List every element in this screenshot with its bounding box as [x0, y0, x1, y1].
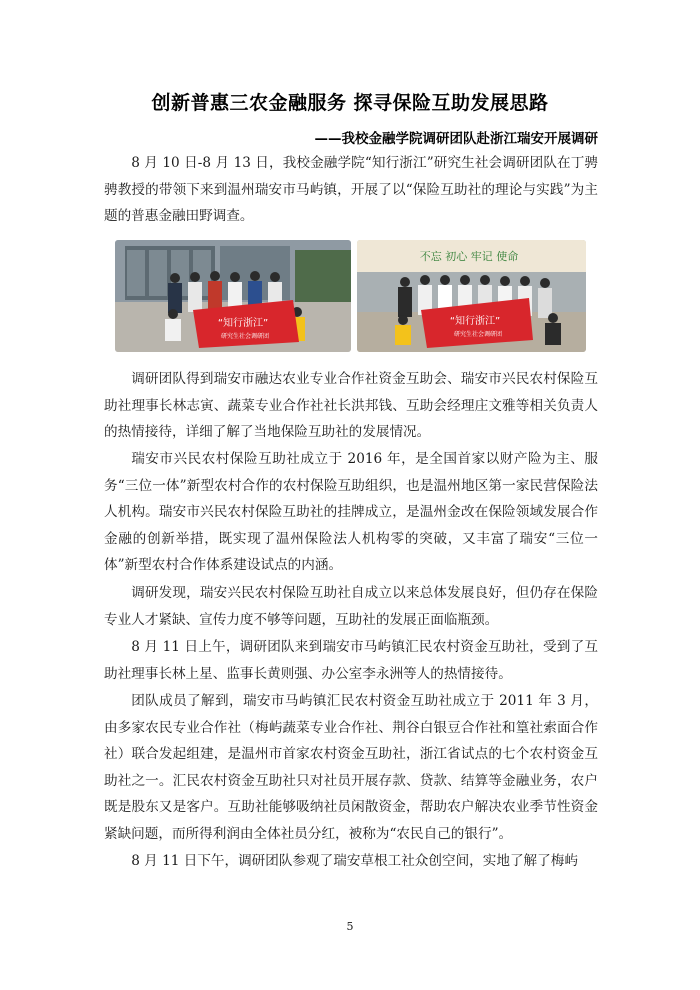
right-banner-subtext: 研究生社会调研团 — [453, 331, 503, 338]
paragraph-1: 8 月 10 日-8 月 13 日，我校金融学院“知行浙江”研究生社会调研团队在丁骋骋教授的带领下来到温州瑞安市马屿镇，开展了以“保险互助社的理论与实践”为主题的普惠金融田野调查。 — [104, 155, 598, 225]
left-banner-subtext: 研究生社会调研团 — [220, 333, 270, 340]
article-subtitle: ——我校金融学院调研团队赴浙江瑞安开展调研 — [314, 131, 598, 147]
paragraph-7: 8 月 11 日下午，调研团队参观了瑞安草根工社众创空间，实地了解了梅屿 — [131, 853, 578, 869]
article-title: 创新普惠三农金融服务 探寻保险互助发展思路 — [151, 92, 549, 114]
paragraph-6: 团队成员了解到，瑞安市马屿镇汇民农村资金互助社成立于 2011 年 3 月，由多家农民专业合作社（梅屿蔬菜专业合作社、荆谷白银豆合作社和篁社索面合作社）联合发起组建，是温州市首家农村资金互助社，浙江省试点的七个农村资金互助社之一。汇民农村资金互助社只对社员开展存款、贷款、结算等金融业务，农户既是股东又是客户。互助社能够吸纳社员闲散资金，帮助农户解决农业季节性资金紧缺问题，而所得利润由全体社员分红，被称为“农民自己的银行”。 — [104, 693, 598, 842]
team-photo-right — [357, 240, 586, 352]
page-number: 5 — [346, 920, 354, 933]
right-wall-text: 不忘 初心 牢记 使命 — [419, 250, 519, 263]
paragraph-3: 瑞安市兴民农村保险互助社成立于 2016 年，是全国首家以财产险为主、服务“三位一体”新型农村合作的农村保险互助组织，也是温州地区第一家民营保险法人机构。瑞安市兴民农村保险互助社的挂牌成立，是温州金改在保险领域发展合作金融的创新举措，既实现了温州保险法人机构零的突破，又丰富了瑞安“三位一体”新型农村合作体系建设试点的内涵。 — [104, 451, 598, 574]
team-photo-right-image — [357, 240, 586, 352]
left-banner-text: “知行浙江” — [217, 318, 269, 329]
team-photo-left-image — [115, 240, 351, 352]
paragraph-2: 调研团队得到瑞安市融达农业专业合作社资金互助会、瑞安市兴民农村保险互助社理事长林志寅、蔬菜专业合作社社长洪邦钱、互助会经理庄文雅等相关负责人的热情接待，详细了解了当地保险互助社的发展情况。 — [104, 371, 598, 441]
paragraph-5: 8 月 11 日上午，调研团队来到瑞安市马屿镇汇民农村资金互助社，受到了互助社理事长林上星、监事长黄则强、办公室李永洲等人的热情接待。 — [104, 639, 598, 682]
right-banner-text: “知行浙江” — [449, 316, 501, 327]
team-photo-left — [115, 240, 351, 352]
paragraph-4: 调研发现，瑞安兴民农村保险互助社自成立以来总体发展良好，但仍存在保险专业人才紧缺、宣传力度不够等问题，互助社的发展正面临瓶颈。 — [104, 585, 598, 628]
